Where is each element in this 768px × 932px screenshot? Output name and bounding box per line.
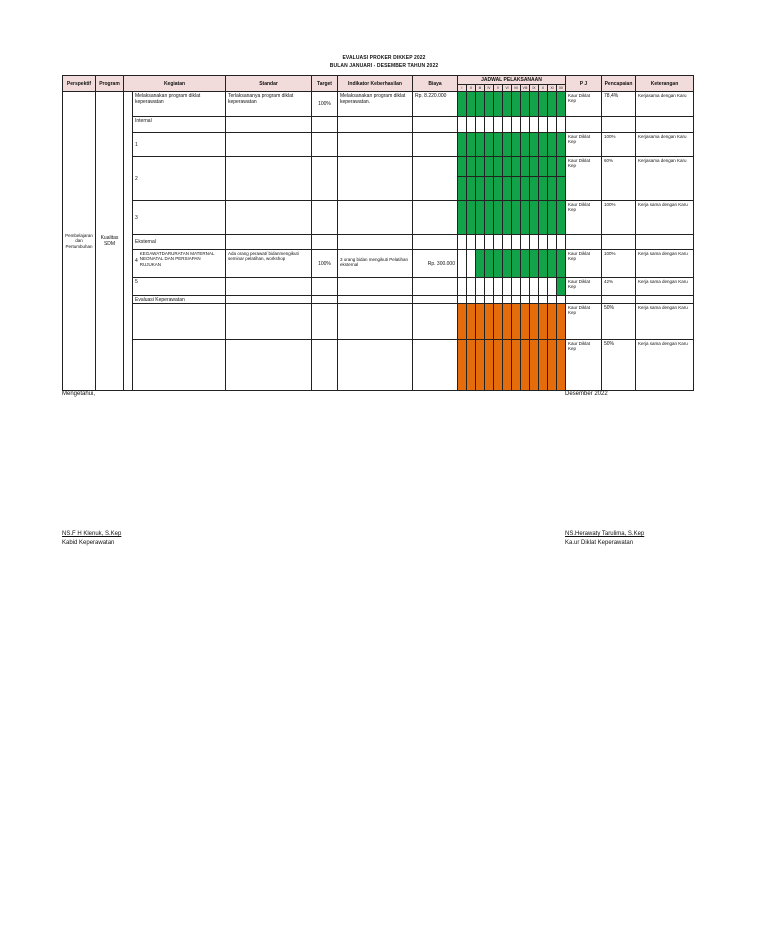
schedule-cell	[467, 201, 476, 235]
evaluation-table	[62, 75, 694, 391]
pj-text: Kaur Diklat Kep	[568, 305, 591, 316]
schedule-cell	[512, 177, 521, 201]
row-number: 3	[135, 214, 138, 221]
schedule-cell	[521, 340, 530, 391]
schedule-cell	[512, 250, 521, 278]
month-header: XI	[548, 85, 557, 92]
keterangan-cell	[636, 250, 694, 278]
program-cell	[96, 92, 124, 391]
schedule-cell	[485, 177, 494, 201]
footer-left-label: Mengetahui,	[62, 391, 96, 397]
pencapaian-text: 60%	[604, 158, 614, 163]
schedule-cell	[467, 92, 476, 117]
header-standar: Standar	[226, 76, 312, 92]
table-row	[63, 296, 694, 304]
keterangan-cell	[636, 157, 694, 201]
pj-text: Kaur Diklat Kep	[568, 251, 591, 262]
schedule-cell	[539, 92, 548, 117]
pj-cell	[566, 278, 602, 296]
keterangan-text: Kerja sama dengan Karu	[638, 341, 688, 346]
schedule-cell	[512, 340, 521, 391]
signatory-right-name: NS.Herawaty Tarulima, S.Kep	[565, 531, 645, 537]
schedule-cell	[557, 340, 566, 391]
pj-cell	[566, 250, 602, 278]
biaya-cell	[413, 92, 458, 117]
schedule-cell	[530, 157, 539, 177]
row-number: 5	[135, 279, 138, 285]
schedule-cell	[530, 177, 539, 201]
schedule-cell	[512, 92, 521, 117]
standar-cell	[226, 250, 312, 278]
schedule-cell	[557, 133, 566, 157]
month-header: I	[458, 85, 467, 92]
schedule-cell	[548, 157, 557, 177]
target-text: 100%	[318, 101, 331, 107]
schedule-cell	[485, 92, 494, 117]
keterangan-cell	[636, 92, 694, 117]
schedule-cell	[485, 201, 494, 235]
schedule-cell	[521, 133, 530, 157]
schedule-cell	[521, 304, 530, 340]
month-header: V	[494, 85, 503, 92]
keterangan-text: Kerja sama dengan Karu	[638, 305, 688, 310]
pj-text: Kaur Diklat Kep	[568, 279, 591, 290]
standar-text: Ada orang perawat/ bidanmengikuti seminar pelatihan, workshop	[228, 251, 299, 262]
schedule-cell	[539, 157, 548, 177]
pencapaian-cell	[602, 304, 636, 340]
pj-text: Kaur Diklat Kep	[568, 134, 591, 145]
schedule-cell	[539, 250, 548, 278]
pencapaian-cell	[602, 133, 636, 157]
kegiatan-cell	[133, 201, 226, 235]
schedule-cell	[503, 304, 512, 340]
program-text: Kualitas SDM	[100, 235, 119, 247]
perspektif-cell	[63, 92, 96, 391]
kegiatan-cell	[133, 117, 226, 133]
schedule-cell	[503, 250, 512, 278]
pencapaian-cell	[602, 201, 636, 235]
biaya-cell	[413, 250, 458, 278]
schedule-cell	[476, 340, 485, 391]
keterangan-text: Kerja sama dengan Karu	[638, 251, 688, 256]
standar-cell	[226, 92, 312, 117]
schedule-cell	[503, 201, 512, 235]
schedule-cell	[494, 250, 503, 278]
pj-text: Kaur Diklat Kep	[568, 158, 591, 169]
kegiatan-cell	[133, 278, 226, 296]
keterangan-cell	[636, 201, 694, 235]
schedule-cell	[476, 92, 485, 117]
schedule-cell	[494, 304, 503, 340]
keterangan-cell	[636, 133, 694, 157]
schedule-cell	[530, 250, 539, 278]
month-header: IV	[485, 85, 494, 92]
footer-date: Desember 2022	[565, 391, 608, 397]
schedule-cell	[476, 157, 485, 177]
signatory-right-role: Ka.ur Diklat Keperawatan	[565, 540, 634, 546]
schedule-cell	[521, 201, 530, 235]
target-cell	[312, 250, 338, 278]
schedule-cell	[539, 304, 548, 340]
indikator-text: 3 orang bidan mengikuti Pelatihan eksternal	[340, 257, 409, 268]
schedule-cell	[458, 304, 467, 340]
schedule-cell	[539, 133, 548, 157]
section-label-eksternal: Eksternal	[135, 239, 156, 245]
pencapaian-text: 42%	[604, 279, 614, 284]
schedule-cell	[485, 250, 494, 278]
schedule-cell	[512, 157, 521, 177]
table-row	[63, 117, 694, 133]
schedule-cell	[512, 201, 521, 235]
pencapaian-text: 100%	[604, 202, 616, 207]
perspektif-text: Pembelajaran dan Pertumbuhan	[65, 232, 93, 249]
schedule-cell	[485, 133, 494, 157]
biaya-text: Rp. 300.000	[427, 260, 455, 267]
schedule-cell	[557, 304, 566, 340]
table-row	[63, 278, 694, 296]
pj-text: Kaur Diklat Kep	[568, 341, 591, 352]
schedule-cell	[485, 157, 494, 177]
schedule-cell	[521, 177, 530, 201]
schedule-cell	[494, 133, 503, 157]
schedule-cell	[458, 177, 467, 201]
indikator-cell	[338, 250, 413, 278]
pencapaian-cell	[602, 278, 636, 296]
header-indikator: Indikator Keberhasilan	[338, 76, 413, 92]
schedule-cell	[530, 304, 539, 340]
target-cell	[312, 92, 338, 117]
table-row	[63, 201, 694, 235]
schedule-cell	[494, 177, 503, 201]
schedule-cell	[476, 201, 485, 235]
row-number: 1	[135, 141, 138, 148]
schedule-cell	[503, 157, 512, 177]
kegiatan-cell	[133, 250, 226, 278]
schedule-cell	[494, 201, 503, 235]
schedule-cell	[512, 304, 521, 340]
schedule-cell	[476, 250, 485, 278]
schedule-cell	[458, 201, 467, 235]
pj-cell	[566, 304, 602, 340]
schedule-cell	[557, 201, 566, 235]
schedule-cell	[503, 133, 512, 157]
spacer-cell	[124, 92, 133, 391]
pj-cell	[566, 157, 602, 201]
schedule-cell	[539, 340, 548, 391]
header-pj: P J	[566, 76, 602, 92]
schedule-cell	[557, 177, 566, 201]
row-number: 4	[135, 258, 138, 264]
schedule-cell	[557, 250, 566, 278]
header-pencapaian: Pencapaian	[602, 76, 636, 92]
table-row	[63, 157, 694, 177]
schedule-cell	[530, 92, 539, 117]
header-kegiatan: Kegiatan	[124, 76, 226, 92]
schedule-cell	[458, 133, 467, 157]
schedule-cell	[494, 340, 503, 391]
schedule-cell	[467, 177, 476, 201]
schedule-cell	[467, 340, 476, 391]
schedule-cell	[512, 133, 521, 157]
kegiatan-cell	[133, 296, 226, 304]
header-keterangan: Keterangan	[636, 76, 694, 92]
table-row	[63, 250, 694, 278]
kegiatan-cell	[133, 133, 226, 157]
pj-cell	[566, 92, 602, 117]
schedule-cell	[458, 340, 467, 391]
section-label-internal: Internal	[135, 118, 152, 124]
pj-text: Kaur Diklat Kep	[568, 202, 591, 213]
pj-cell	[566, 340, 602, 391]
month-header: II	[467, 85, 476, 92]
schedule-cell	[476, 133, 485, 157]
keterangan-text: Kerjasama dengan Karu	[638, 158, 687, 163]
schedule-cell	[539, 201, 548, 235]
indikator-text: Melaksanakan program diklat keperawatan.	[340, 93, 406, 105]
schedule-cell	[467, 157, 476, 177]
header-program: Program	[96, 76, 124, 92]
table-row	[63, 235, 694, 250]
table-row	[63, 133, 694, 157]
document-subtitle: BULAN JANUARI - DESEMBER TAHUN 2022	[329, 63, 439, 69]
schedule-cell	[494, 157, 503, 177]
pencapaian-cell	[602, 157, 636, 201]
kegiatan-cell	[133, 92, 226, 117]
header-jadwal: JADWAL PELAKSANAAN	[458, 76, 566, 85]
schedule-cell	[530, 340, 539, 391]
keterangan-text: Kerja sama dengan Karu	[638, 202, 688, 207]
keterangan-text: Kerja sama dengan Karu	[638, 279, 688, 284]
pencapaian-text: 100%	[604, 251, 616, 256]
schedule-cell	[467, 304, 476, 340]
schedule-cell	[503, 92, 512, 117]
signatory-left-role: Kabid Keperawatan	[62, 540, 115, 546]
schedule-cell	[530, 133, 539, 157]
kegiatan-cell	[133, 157, 226, 201]
schedule-cell	[476, 177, 485, 201]
schedule-cell	[548, 201, 557, 235]
keterangan-text: Kerjasama dengan Karu	[638, 93, 687, 98]
table-row	[63, 304, 694, 340]
month-header: VI	[503, 85, 512, 92]
pencapaian-text: 50%	[604, 341, 615, 347]
month-header: III	[476, 85, 485, 92]
schedule-cell	[548, 340, 557, 391]
kegiatan-text: Melaksanakan program diklat keperawatan	[135, 93, 201, 105]
schedule-cell	[548, 92, 557, 117]
target-text: 100%	[318, 260, 331, 267]
keterangan-text: Kerjasama dengan Karu	[638, 134, 687, 139]
schedule-cell	[530, 201, 539, 235]
schedule-cell	[557, 278, 566, 296]
schedule-cell	[548, 304, 557, 340]
schedule-cell	[503, 177, 512, 201]
keterangan-cell	[636, 304, 694, 340]
row-number: 2	[135, 175, 138, 182]
table-row	[63, 340, 694, 391]
pencapaian-text: 50%	[604, 305, 615, 311]
kegiatan-cell	[133, 235, 226, 250]
kegiatan-text: KEGAWATDARURATAN MATERNAL NEONATAL DAN PERSIAPAN RUJUKAN	[139, 251, 215, 267]
section-label-evaluasi: Evaluasi Keperawatan	[135, 296, 185, 303]
month-header: VIII	[521, 85, 530, 92]
header-biaya: Biaya	[413, 76, 458, 92]
pencapaian-text: 100%	[604, 134, 616, 139]
signatory-left-name: NS.F H Klenuk, S.Kep	[62, 531, 122, 537]
indikator-cell	[338, 92, 413, 117]
month-header: VII	[512, 85, 521, 92]
schedule-cell	[503, 340, 512, 391]
schedule-cell	[521, 92, 530, 117]
schedule-cell	[539, 177, 548, 201]
schedule-cell	[476, 304, 485, 340]
schedule-cell	[485, 340, 494, 391]
pencapaian-cell	[602, 92, 636, 117]
schedule-cell	[458, 92, 467, 117]
month-header: XII	[557, 85, 566, 92]
schedule-cell	[494, 92, 503, 117]
keterangan-cell	[636, 278, 694, 296]
schedule-cell	[548, 177, 557, 201]
schedule-cell	[521, 250, 530, 278]
header-target: Target	[312, 76, 338, 92]
pj-cell	[566, 133, 602, 157]
keterangan-cell	[636, 340, 694, 391]
pencapaian-cell	[602, 340, 636, 391]
biaya-text: Rp. 8.220.000	[415, 93, 447, 99]
schedule-cell	[521, 157, 530, 177]
schedule-cell	[485, 304, 494, 340]
standar-text: Terlaksananya program diklat keperawatan	[228, 93, 294, 105]
month-header: X	[539, 85, 548, 92]
pencapaian-text: 78,4%	[604, 93, 619, 99]
schedule-cell	[467, 133, 476, 157]
schedule-cell	[548, 133, 557, 157]
schedule-cell	[548, 250, 557, 278]
pj-text: Kaur Diklat Kep	[568, 93, 591, 104]
schedule-cell	[458, 157, 467, 177]
schedule-cell	[557, 157, 566, 177]
document-title: EVALUASI PROKER DIKKEP 2022	[342, 55, 426, 61]
header-perspektif: Perspektif	[63, 76, 96, 92]
pj-cell	[566, 201, 602, 235]
table-row	[63, 92, 694, 117]
pencapaian-cell	[602, 250, 636, 278]
schedule-cell	[557, 92, 566, 117]
month-header: IX	[530, 85, 539, 92]
